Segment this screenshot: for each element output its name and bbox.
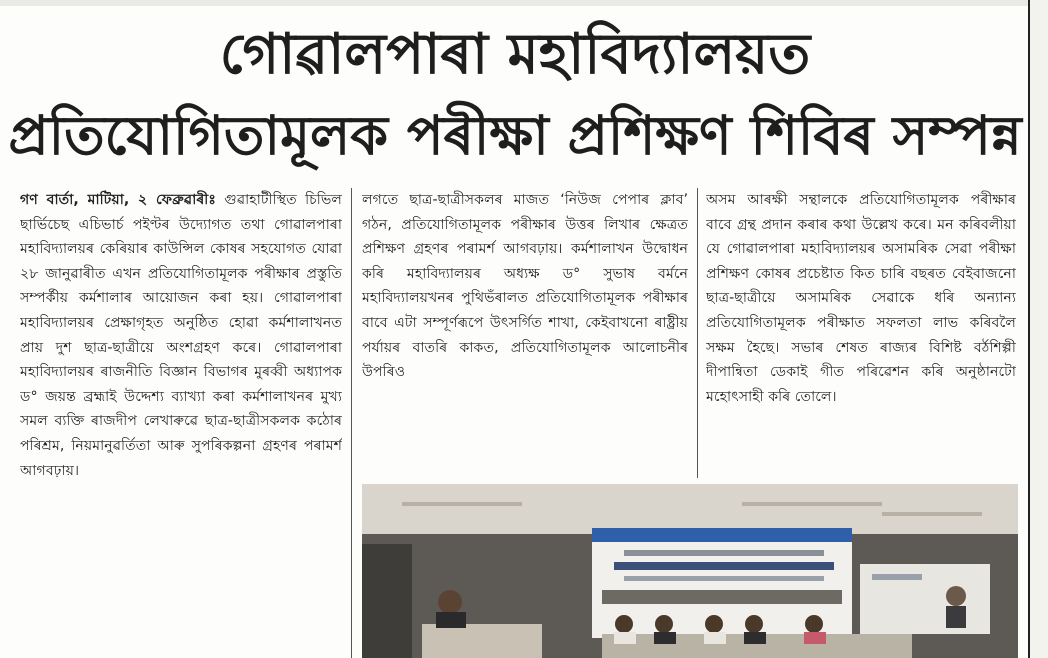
speaker xyxy=(438,590,462,614)
headline-line-1: গোৱালপাৰা মহাবিদ্যালয়ত xyxy=(219,22,811,87)
article-column-3 xyxy=(706,188,1016,480)
article-column-2 xyxy=(362,188,688,480)
headline-line-2: প্ৰতিযোগিতামূলক পৰীক্ষা প্ৰশিক্ষণ শিবিৰ সম্পন্ন xyxy=(8,104,1022,167)
article-column-3-text: অসম আৰক্ষী সন্থালকে প্ৰতিযোগিতামূলক পৰীক্ষাৰ বাবে গ্ৰন্থ প্ৰদান কৰাৰ কথা উল্লেখ কৰে। মন কৰিবলীয়া যে গোৱালপাৰা মহাবিদ্যালয়ৰ অসামৰিক সেৱা পৰীক্ষা প্ৰশিক্ষণ কোষৰ প্ৰচেষ্টাত কিত চাৰি বছৰত বেইবাজনো ছাত্ৰ-ছাত্ৰীয়ে অসামৰিক সেৱাকে ধৰি অন্যান্য প্ৰতিযোগিতামূলক পৰীক্ষাত সফলতা লাভ কৰিবলৈ সক্ষম হৈছে। সভাৰ শেষত ৰাজ্যৰ বিশিষ্ট বৰ্ঠশিল্পী দীপান্বিতা ডেকাই গীত পৰিৱেশন কৰি অনুষ্ঠানটো মহোৎসাহী কৰি তোলে। xyxy=(706,192,1016,405)
podium xyxy=(422,624,542,658)
column-rule xyxy=(351,188,352,658)
article-column-2-text: লগতে ছাত্ৰ-ছাত্ৰীসকলৰ মাজত ‘নিউজ পেপাৰ ক্লাব’ গঠন, প্ৰতিযোগিতামূলক পৰীক্ষাৰ উত্তৰ লিখাৰ ক্ষেত্ৰত প্ৰশিক্ষণ গ্ৰহণৰ পৰামৰ্শ আগবঢ়ায়। কৰ্মশালাখন উদ্বোধন কৰি মহাবিদ্যালয়ৰ অধ্যক্ষ ড° সুভাষ বৰ্মনে মহাবিদ্যালয়খনৰ পুথিভঁৰালত প্ৰতিযোগিতামূলক পৰীক্ষাৰ বাবে এটা সম্পূৰ্ণৰূপে উৎসৰ্গিত শাখা, কেইবাখনো ৰাষ্ট্ৰীয় পৰ্যায়ৰ বাতৰি কাকত, প্ৰতিযোগিতামূলক আলোচনীৰ উপৰিও xyxy=(362,192,688,381)
article-column-1-text: গুৱাহাটীস্থিত চিভিল ছাৰ্ভিচেছ এচিভাৰ্চ পইণ্টৰ উদ্যোগত তথা গোৱালপাৰা মহাবিদ্যালয়ৰ কেৰিয়াৰ কাউন্সিল কোষৰ সহযোগত যোৱা ২৮ জানুৱাৰীত এখন প্ৰতিযোগিতামূলক পৰীক্ষাৰ প্ৰস্তুতি সম্পৰ্কীয় কৰ্মশালাৰ আয়োজন কৰা হয়। গোৱালপাৰা মহাবিদ্যালয়ৰ প্ৰেক্ষাগৃহত অনুষ্ঠিত হোৱা কৰ্মশালাখনত প্ৰায় দুশ ছাত্ৰ-ছাত্ৰীয়ে অংশগ্ৰহণ কৰে। গোৱালপাৰা মহাবিদ্যালয়ৰ ৰাজনীতি বিজ্ঞান বিভাগৰ মুৰব্বী অধ্যাপক ড° জয়ন্ত ব্ৰহ্মাই উদ্দেশ্য ব্যাখ্যা কৰা কৰ্মশালাখনৰ মুখ্য সমল ব্যক্তি ৰাজদীপ লেখাৰুৱে ছাত্ৰ-ছাত্ৰীসকলক কঠোৰ পৰিশ্ৰম, নিয়মানুৱৰ্তিতা আৰু সুপৰিকল্পনা গ্ৰহণৰ পৰামৰ্শ আগবঢ়ায়। xyxy=(20,192,342,479)
adjacent-page-edge xyxy=(1028,0,1048,658)
previous-article-strip xyxy=(0,0,1048,6)
event-photo-illustration xyxy=(362,484,1018,658)
dateline: গণ বাৰ্তা, মাটিয়া, ২ ফেব্ৰুৱাৰীঃ xyxy=(20,192,216,208)
event-photo xyxy=(362,484,1018,658)
hall-ceiling xyxy=(362,484,1018,534)
article-column-1 xyxy=(20,188,342,648)
column-rule xyxy=(697,188,698,478)
